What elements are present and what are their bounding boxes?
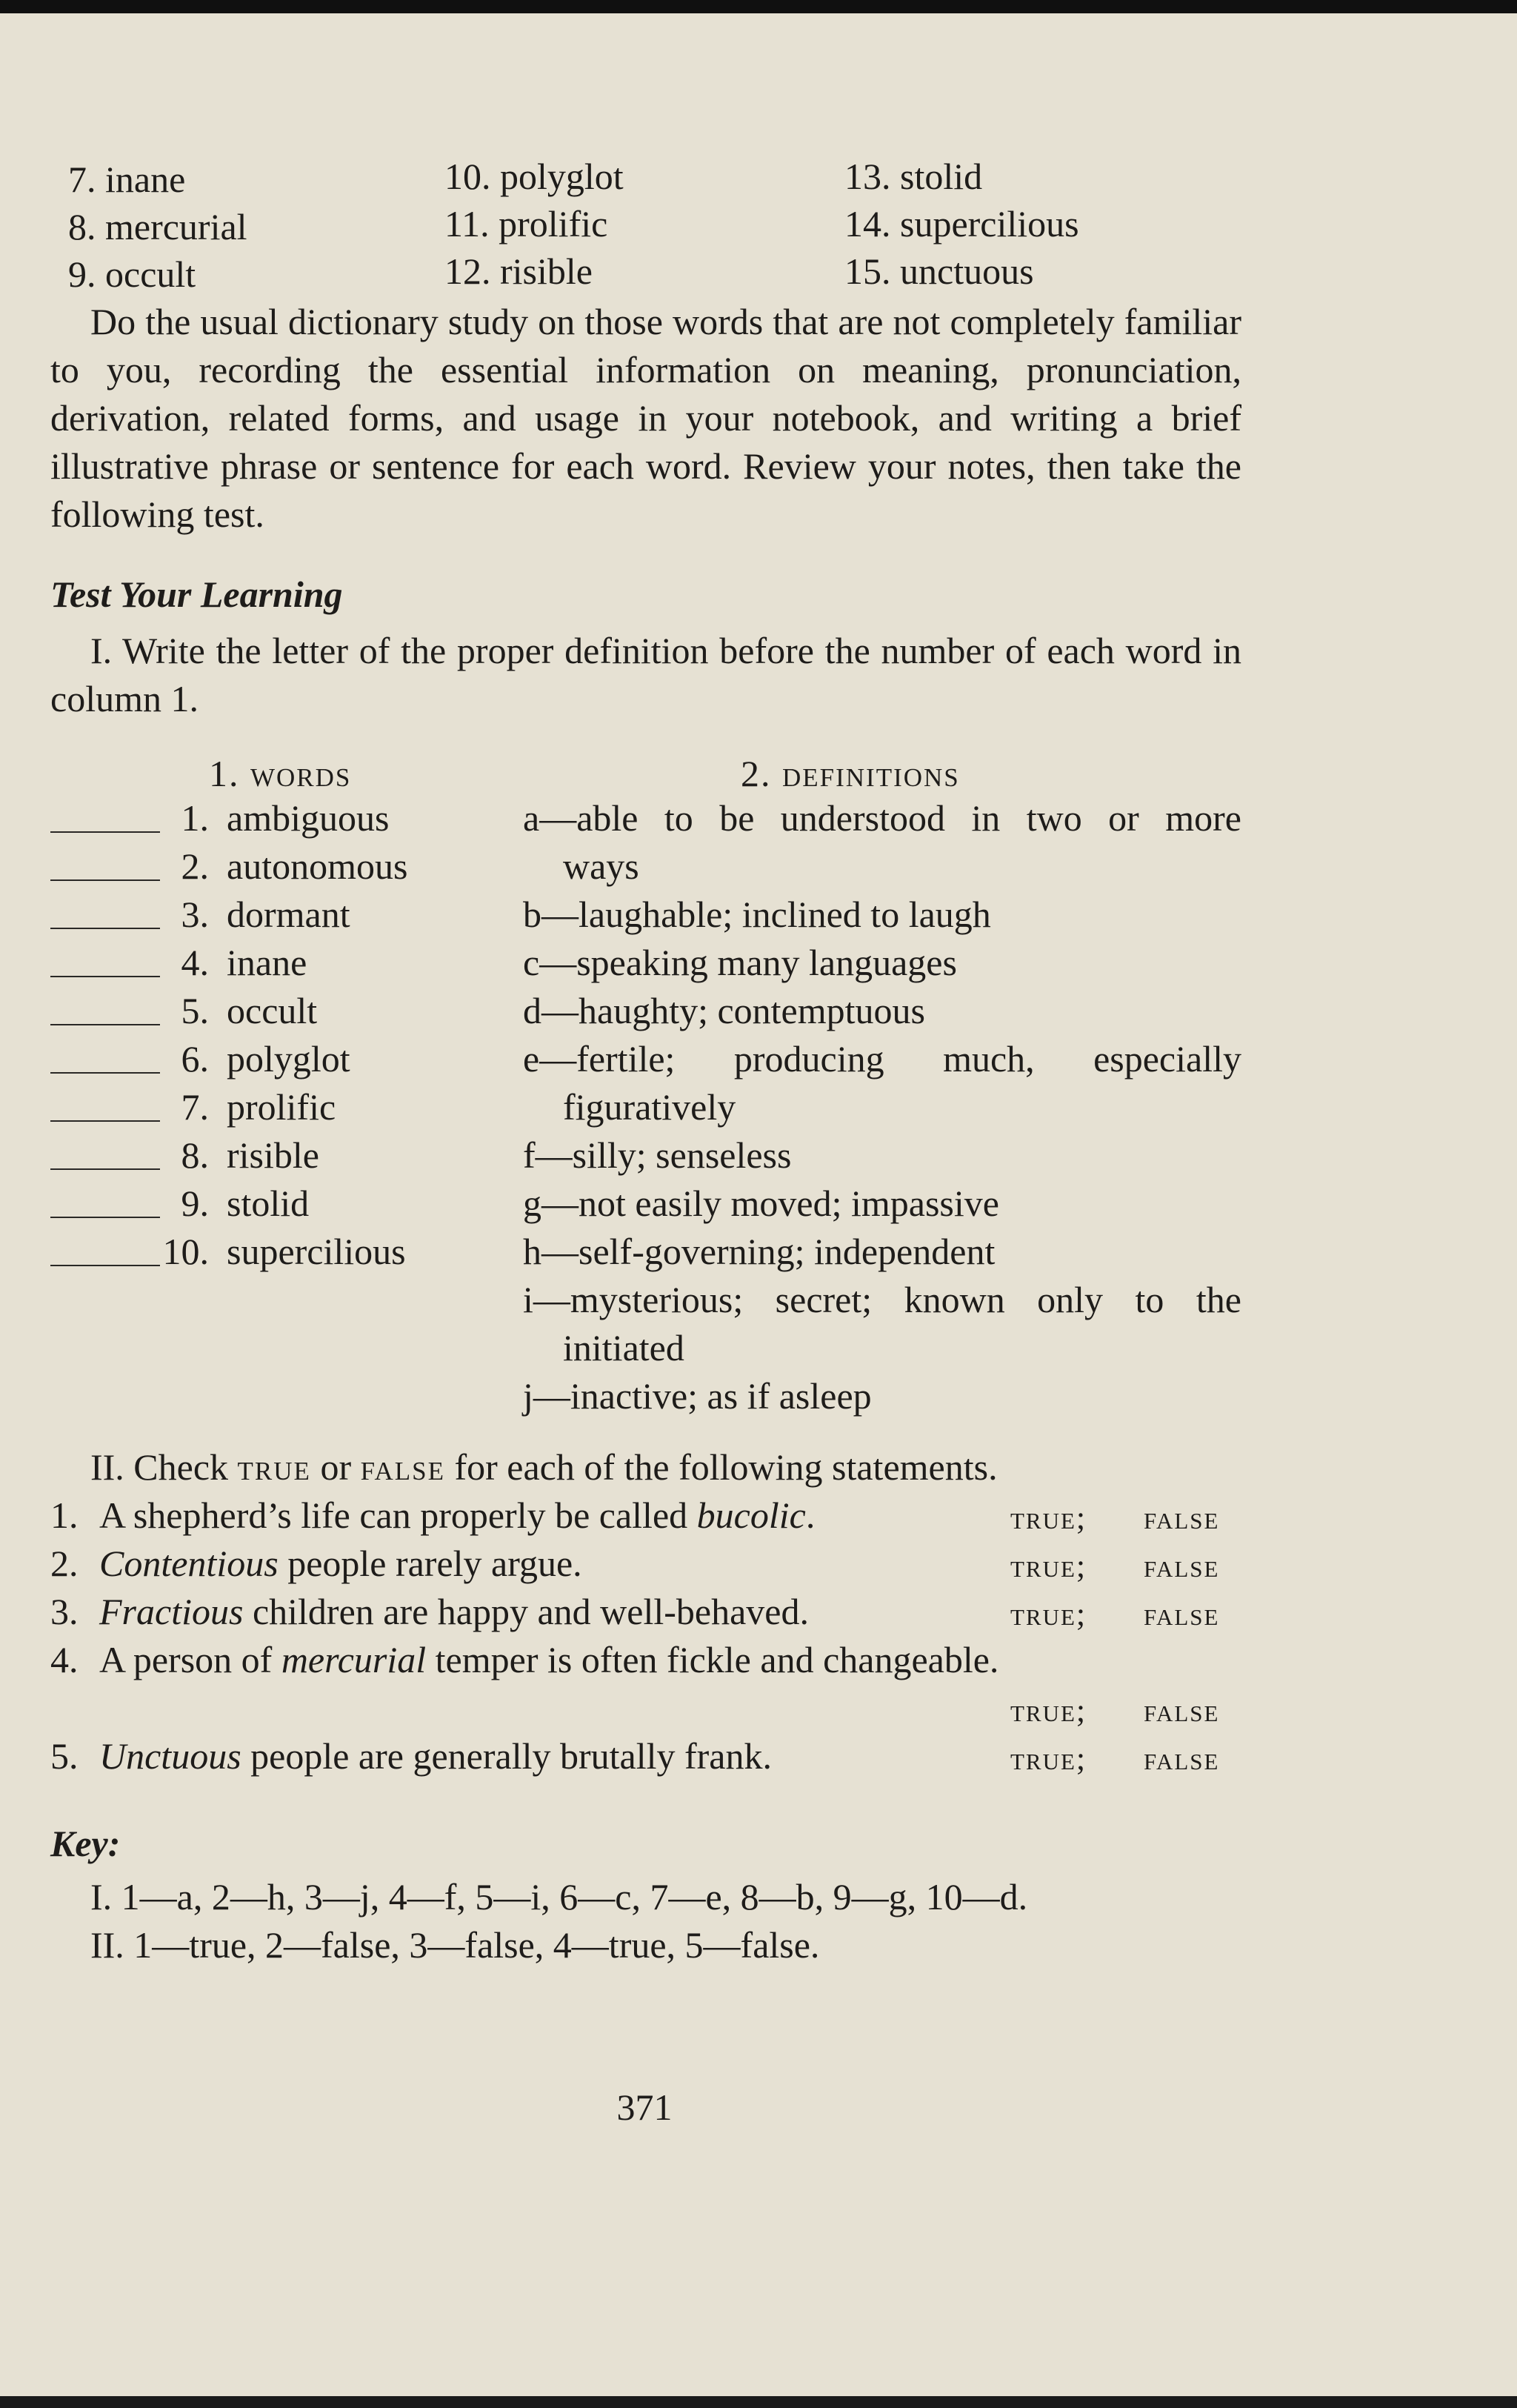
word-number: 2. bbox=[181, 845, 209, 887]
definition-item bbox=[523, 794, 1241, 891]
definition-word: more bbox=[1165, 797, 1241, 839]
definition-word: especially bbox=[1093, 1038, 1241, 1080]
definition-word: the bbox=[1196, 1279, 1241, 1320]
definition-word: secret; bbox=[775, 1279, 873, 1320]
true-option[interactable]: true; bbox=[1010, 1596, 1087, 1632]
statement-number: 4. bbox=[50, 1639, 79, 1680]
statement-number: 2. bbox=[50, 1543, 79, 1584]
definition-item bbox=[523, 939, 1241, 987]
word-list-col-2 bbox=[444, 153, 624, 295]
word-item: risible bbox=[227, 1134, 319, 1176]
true-option[interactable]: true; bbox=[1010, 1740, 1087, 1777]
word-item: autonomous bbox=[227, 845, 408, 887]
page-number: 371 bbox=[616, 2086, 673, 2128]
definition-word: to bbox=[1135, 1279, 1164, 1320]
intro-paragraph: Do the usual dictionary study on those words that are not completely familiar to you, recording the essential information on meaning, pronunciation, derivation, related forms, and usage in your notebook, and writing a brief illustrative phrase or sentence for each word. Review your notes, then take the following test. bbox=[50, 301, 1241, 535]
definition-item bbox=[523, 1131, 1241, 1180]
word-number: 3. bbox=[181, 894, 209, 935]
definition-word: producing bbox=[733, 1038, 884, 1080]
word-list-item: 11. prolific bbox=[444, 203, 608, 245]
word-item: supercilious bbox=[227, 1231, 406, 1272]
definitions bbox=[523, 794, 1241, 1420]
statement-pre: A person of bbox=[99, 1639, 281, 1680]
statement-post: people are generally brutally frank. bbox=[241, 1735, 772, 1777]
word-item: prolific bbox=[227, 1086, 336, 1128]
key-line-2: II. 1—true, 2—false, 3—false, 4—true, 5—false. bbox=[90, 1924, 820, 1966]
definition-item bbox=[523, 1228, 1241, 1276]
definition-text: f—silly; senseless bbox=[523, 1134, 792, 1176]
definition-continuation: figuratively bbox=[563, 1086, 736, 1128]
statement-number: 5. bbox=[50, 1735, 79, 1777]
statement-post: people rarely argue. bbox=[278, 1543, 582, 1584]
statement-number: 3. bbox=[50, 1591, 79, 1632]
statement-pre: A shepherd’s life can properly be called bbox=[99, 1494, 697, 1536]
definition-text: d—haughty; contemptuous bbox=[523, 990, 925, 1031]
word-number: 10. bbox=[162, 1231, 209, 1272]
true-option[interactable]: true; bbox=[1010, 1548, 1087, 1584]
true-option[interactable]: true; bbox=[1010, 1692, 1087, 1729]
false-option[interactable]: false bbox=[1144, 1740, 1220, 1777]
word-list-col-3 bbox=[844, 153, 1079, 295]
definition-word: in bbox=[971, 797, 1001, 839]
statement-vocab-word: bucolic bbox=[696, 1494, 806, 1536]
word-list-item: 7. inane bbox=[68, 159, 186, 200]
false-option[interactable]: false bbox=[1144, 1500, 1220, 1536]
definition-text: b—laughable; inclined to laugh bbox=[523, 894, 991, 935]
word-list-item: 14. supercilious bbox=[844, 203, 1079, 245]
word-list-item: 13. stolid bbox=[844, 156, 983, 197]
definition-word: only bbox=[1037, 1279, 1104, 1320]
word-list-item: 8. mercurial bbox=[68, 206, 247, 247]
definition-item bbox=[523, 891, 1241, 939]
false-option[interactable]: false bbox=[1144, 1596, 1220, 1632]
word-item: polyglot bbox=[227, 1038, 350, 1080]
definition-text bbox=[523, 1276, 1241, 1324]
test-heading: Test Your Learning bbox=[50, 573, 343, 615]
statement-vocab-word: Unctuous bbox=[99, 1735, 241, 1777]
part1-instruction: I. Write the letter of the proper definition before the number of each word in column 1. bbox=[50, 630, 1241, 719]
definition-text bbox=[523, 794, 1241, 842]
word-list-item: 9. occult bbox=[68, 253, 196, 295]
definition-text: h—self-governing; independent bbox=[523, 1231, 996, 1272]
word-number: 6. bbox=[181, 1038, 209, 1080]
statement-vocab-word: Fractious bbox=[99, 1591, 244, 1632]
definition-text: c—speaking many languages bbox=[523, 942, 957, 983]
definition-word: to bbox=[664, 797, 693, 839]
false-option[interactable]: false bbox=[1144, 1692, 1220, 1729]
definition-item bbox=[523, 987, 1241, 1035]
definition-text: g—not easily moved; impassive bbox=[523, 1183, 999, 1224]
word-list-item: 10. polyglot bbox=[444, 156, 624, 197]
definition-text: j—inactive; as if asleep bbox=[523, 1375, 872, 1417]
statement-vocab-word: Contentious bbox=[99, 1543, 279, 1584]
key-heading: Key: bbox=[50, 1823, 121, 1864]
word-item: inane bbox=[227, 942, 307, 983]
false-option[interactable]: false bbox=[1144, 1548, 1220, 1584]
word-list-col-1 bbox=[68, 156, 247, 298]
statement-post: children are happy and well-behaved. bbox=[243, 1591, 809, 1632]
statement-number: 1. bbox=[50, 1494, 79, 1536]
definition-item bbox=[523, 1276, 1241, 1372]
key-line-1: I. 1—a, 2—h, 3—j, 4—f, 5—i, 6—c, 7—e, 8—b, 9—g, 10—d. bbox=[90, 1876, 1028, 1918]
definition-word: be bbox=[719, 797, 755, 839]
statement-post: temper is often fickle and changeable. bbox=[426, 1639, 999, 1680]
definition-word: i—mysterious; bbox=[523, 1279, 744, 1320]
definition-item bbox=[523, 1035, 1241, 1131]
word-number: 9. bbox=[181, 1183, 209, 1224]
col1-header: 1. words bbox=[209, 753, 352, 794]
statement-text bbox=[99, 1540, 582, 1587]
definition-word: or bbox=[1108, 797, 1139, 839]
definition-word: e—fertile; bbox=[523, 1038, 676, 1080]
definition-word: a—able bbox=[523, 797, 639, 839]
definition-continuation: ways bbox=[563, 845, 639, 887]
statement-post: . bbox=[805, 1494, 816, 1536]
word-number: 5. bbox=[181, 990, 209, 1031]
definition-item bbox=[523, 1180, 1241, 1228]
definition-word: much, bbox=[943, 1038, 1035, 1080]
word-item: dormant bbox=[227, 894, 350, 935]
definition-item bbox=[523, 1372, 1241, 1420]
definition-continuation: initiated bbox=[563, 1327, 684, 1368]
statement-text bbox=[99, 1588, 809, 1635]
definitions-list bbox=[523, 794, 1241, 1420]
word-item: stolid bbox=[227, 1183, 310, 1224]
definition-text bbox=[523, 1035, 1241, 1083]
definition-word: understood bbox=[780, 797, 945, 839]
statement-text bbox=[99, 1491, 815, 1539]
statement-text bbox=[99, 1636, 998, 1683]
col2-header: 2. definitions bbox=[741, 753, 960, 794]
statement-text bbox=[99, 1732, 772, 1780]
definition-word: two bbox=[1026, 797, 1082, 839]
word-list-item: 12. risible bbox=[444, 250, 593, 292]
word-list-item: 15. unctuous bbox=[844, 250, 1034, 292]
word-item: ambiguous bbox=[227, 797, 390, 839]
word-number: 8. bbox=[181, 1134, 209, 1176]
word-item: occult bbox=[227, 990, 318, 1031]
word-number: 1. bbox=[181, 797, 209, 839]
word-number: 7. bbox=[181, 1086, 209, 1128]
part2-instruction: II. Check true or false for each of the following statements. bbox=[90, 1446, 998, 1488]
definition-word: known bbox=[904, 1279, 1005, 1320]
word-number: 4. bbox=[181, 942, 209, 983]
true-option[interactable]: true; bbox=[1010, 1500, 1087, 1536]
statement-vocab-word: mercurial bbox=[281, 1639, 427, 1680]
